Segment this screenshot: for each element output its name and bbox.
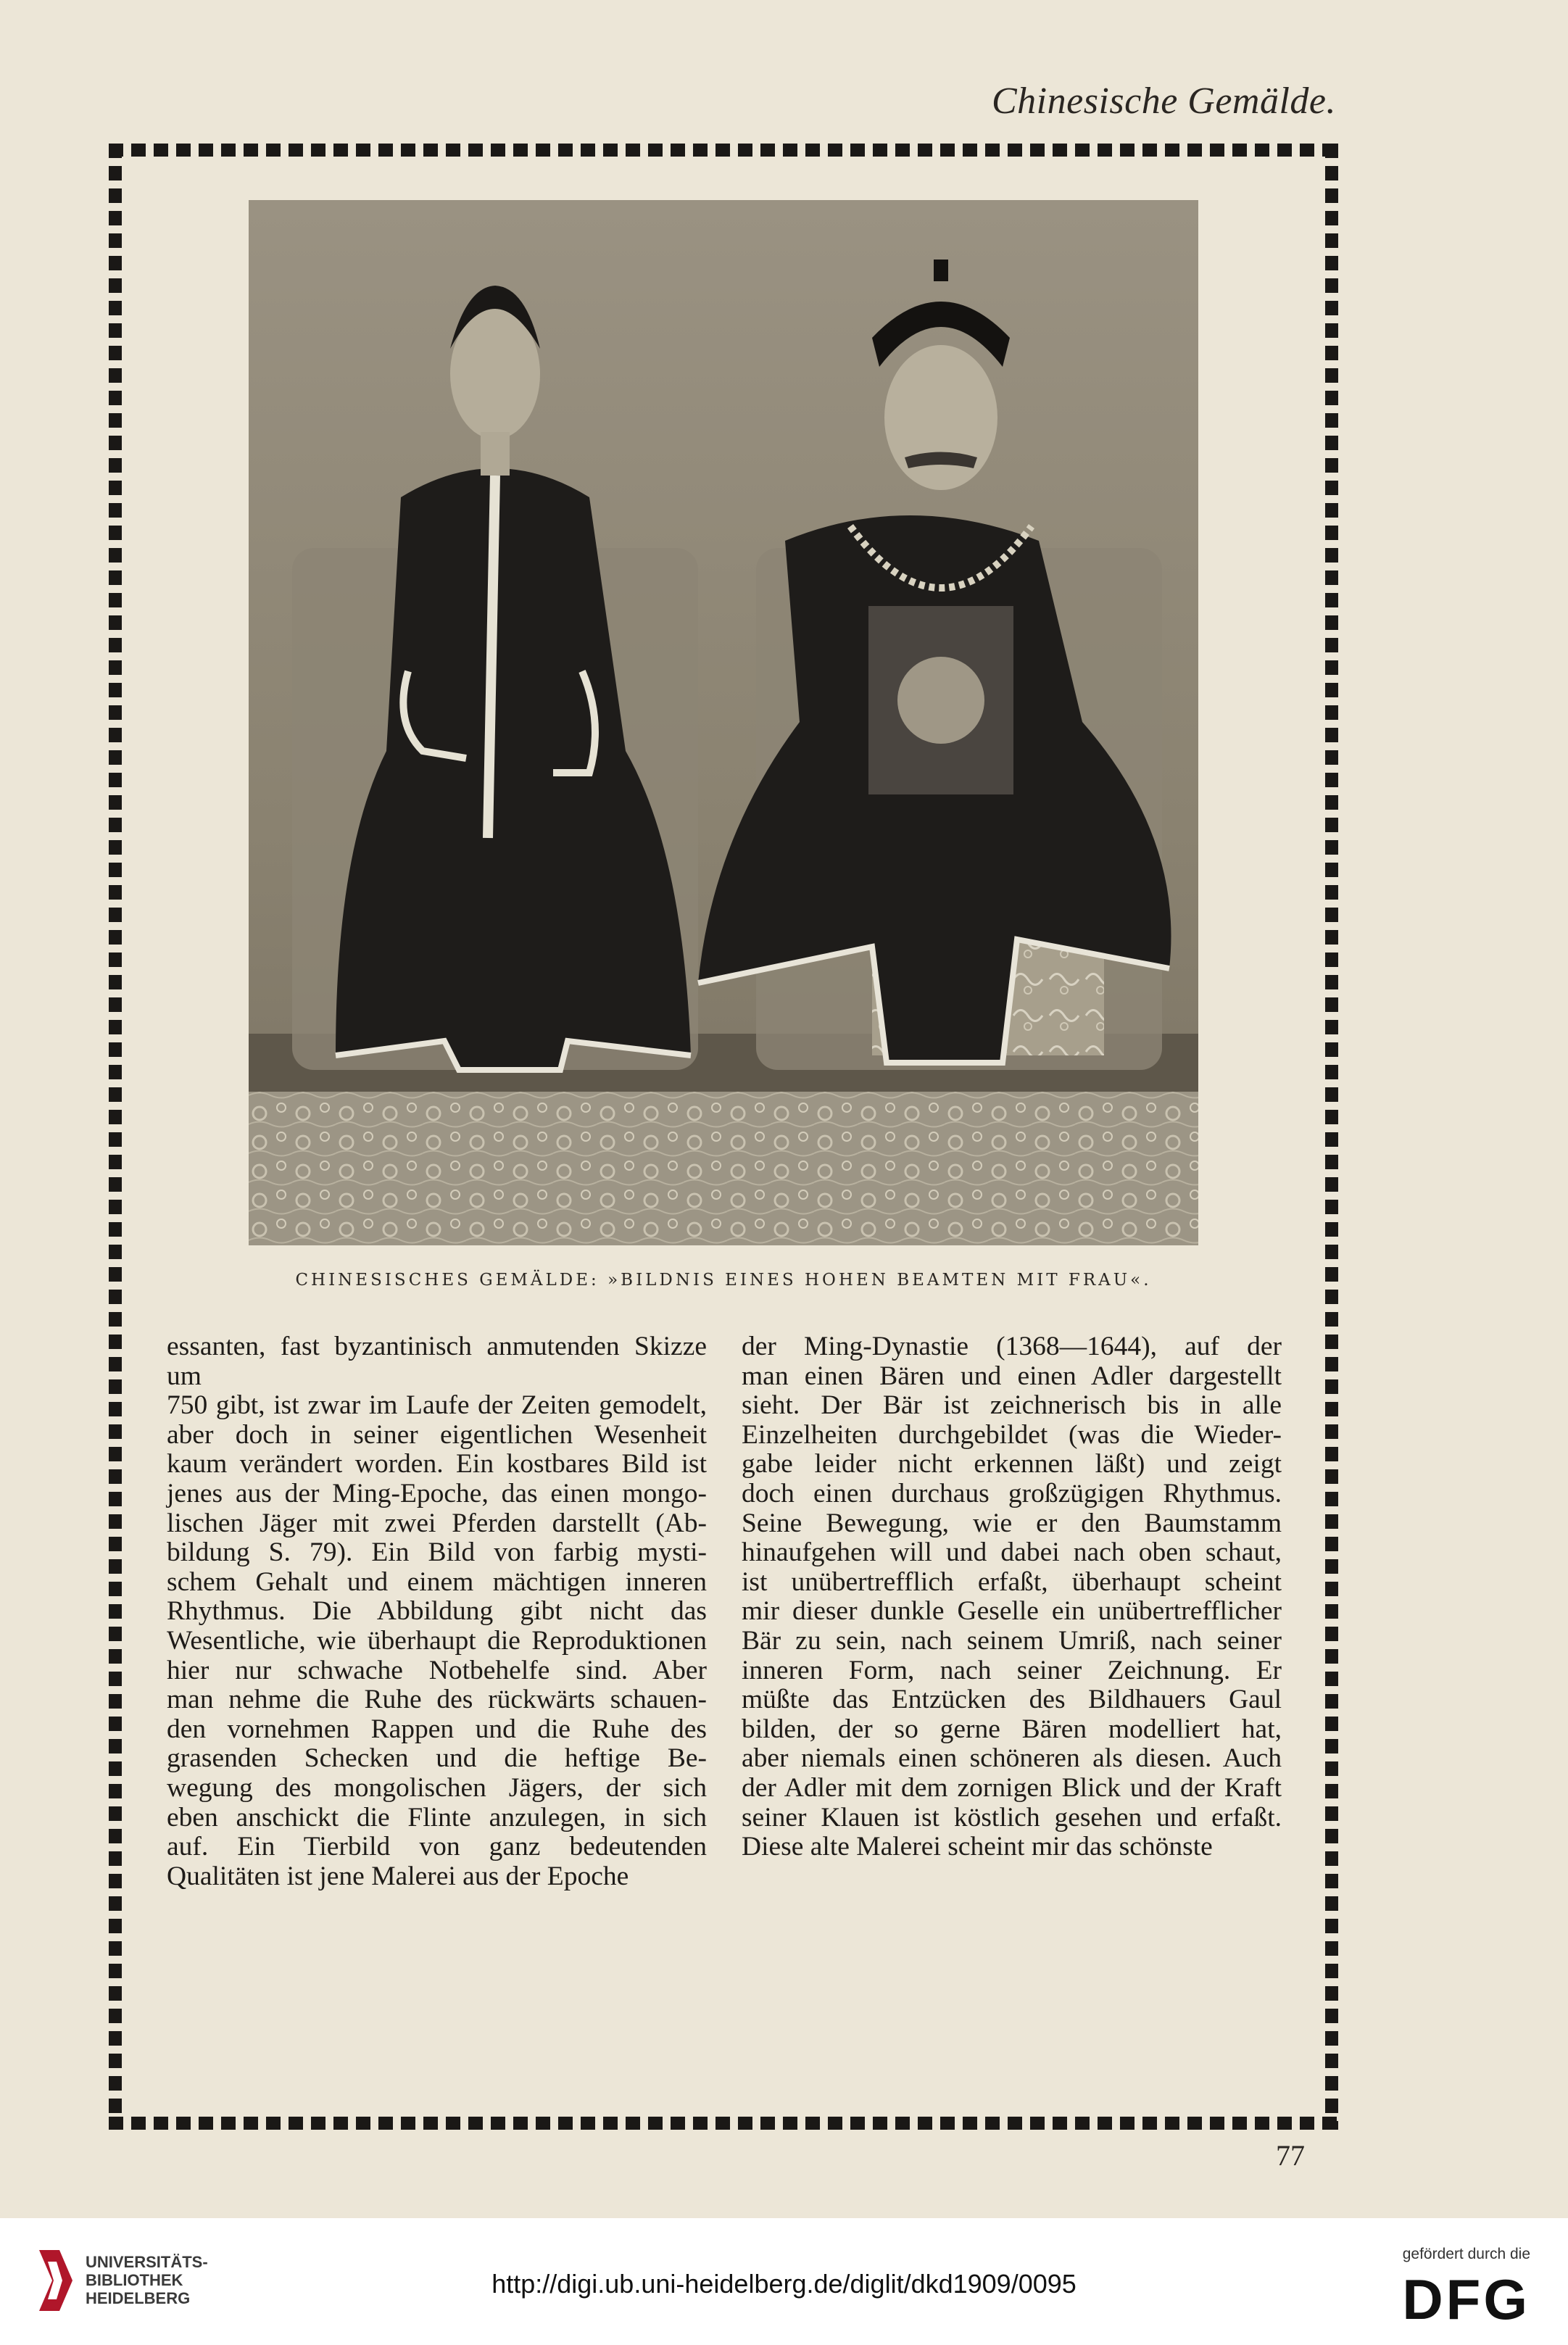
border-bottom [109, 2117, 1338, 2130]
text-line: kaum verändert worden. Ein kostbares Bild ist [167, 1449, 707, 1479]
funding-label: gefördert durch die [1402, 2246, 1530, 2262]
painting-image [249, 200, 1198, 1245]
figure-caption: CHINESISCHES GEMÄLDE: »BILDNIS EINES HOHEN BEAMTEN MIT FRAU«. [295, 1271, 1152, 1290]
text-line: Rhythmus. Die Abbildung gibt nicht das [167, 1596, 707, 1627]
text-line: doch einen durchaus großzügigen Rhythmus. [742, 1478, 1282, 1508]
footer-bar [0, 2218, 1568, 2345]
text-column-left [167, 1332, 707, 1891]
page-number: 77 [1276, 2139, 1305, 2172]
text-line: 750 gibt, ist zwar im Laufe der Zeiten gemodelt, [167, 1390, 707, 1421]
text-line: müßte das Entzücken des Bildhauers Gaul [742, 1685, 1282, 1715]
text-line: schem Gehalt und einem mächtigen inneren [167, 1566, 707, 1597]
text-line: lischen Jäger mit zwei Pferden darstellt (Ab- [167, 1508, 707, 1538]
text-line: bilden, der so gerne Bären modelliert hat, [742, 1714, 1282, 1744]
text-line: Bär zu sein, nach seinem Umriß, nach seiner [742, 1625, 1282, 1656]
text-line: Einzelheiten durchgebildet (was die Wieder- [742, 1419, 1282, 1450]
text-line: gabe leider nicht erkennen läßt) und zeigt [742, 1449, 1282, 1479]
source-url-link[interactable]: http://digi.ub.uni-heidelberg.de/diglit/dkd1909/0095 [491, 2269, 1077, 2299]
text-line: seiner Klauen ist köstlich gesehen und erfaßt. [742, 1802, 1282, 1833]
border-right [1325, 144, 1338, 2130]
border-top [109, 144, 1338, 157]
text-line: man nehme die Ruhe des rückwärts schauen- [167, 1685, 707, 1715]
text-line: der Adler mit dem zornigen Blick und der Kraft [742, 1772, 1282, 1803]
text-line: auf. Ein Tierbild von ganz bedeutenden [167, 1832, 707, 1862]
text-line: der Ming-Dynastie (1368—1644), auf der [742, 1332, 1282, 1361]
text-line: Qualitäten ist jene Malerei aus der Epoche [167, 1861, 629, 1891]
text-line: man einen Bären und einen Adler dargestellt [742, 1361, 1282, 1391]
text-line: bildung S. 79). Ein Bild von farbig mysti- [167, 1537, 707, 1568]
border-left [109, 144, 122, 2130]
dfg-logo: DFG [1402, 2267, 1530, 2331]
text-line: Diese alte Malerei scheint mir das schönste [742, 1832, 1213, 1862]
text-line: hier nur schwache Notbehelfe sind. Aber [167, 1655, 707, 1685]
text-column-right [742, 1332, 1282, 1862]
text-line: aber doch in seiner eigentlichen Wesenheit [167, 1419, 707, 1450]
text-line: Seine Bewegung, wie er den Baumstamm [742, 1508, 1282, 1538]
text-line: essanten, fast byzantinisch anmutenden Skizze um [167, 1332, 707, 1391]
page-frame [109, 144, 1338, 2130]
library-name-line-3: HEIDELBERG [86, 2289, 191, 2307]
text-line: wegung des mongolischen Jägers, der sich [167, 1772, 707, 1803]
text-line: hinaufgehen will und dabei nach oben schaut, [742, 1537, 1282, 1568]
text-line: den vornehmen Rappen und die Ruhe des [167, 1714, 707, 1744]
running-head: Chinesische Gemälde. [991, 80, 1336, 122]
text-line: sieht. Der Bär ist zeichnerisch bis in alle [742, 1390, 1282, 1421]
text-line: jenes aus der Ming-Epoche, das einen mongo- [167, 1478, 707, 1508]
text-line: eben anschickt die Flinte anzulegen, in sich [167, 1802, 707, 1833]
text-line: Wesentliche, wie überhaupt die Reproduktionen [167, 1625, 707, 1656]
text-line: inneren Form, nach seiner Zeichnung. Er [742, 1655, 1282, 1685]
library-name-line-1: UNIVERSITÄTS- [86, 2253, 208, 2271]
library-name-line-2: BIBLIOTHEK [86, 2271, 183, 2289]
text-line: grasenden Schecken und die heftige Be- [167, 1743, 707, 1774]
text-line: mir dieser dunkle Geselle ein unübertrefflicher [742, 1596, 1282, 1627]
text-line: ist unübertrefflich erfaßt, überhaupt scheint [742, 1566, 1282, 1597]
text-line: aber niemals einen schöneren als diesen. Auch [742, 1743, 1282, 1774]
